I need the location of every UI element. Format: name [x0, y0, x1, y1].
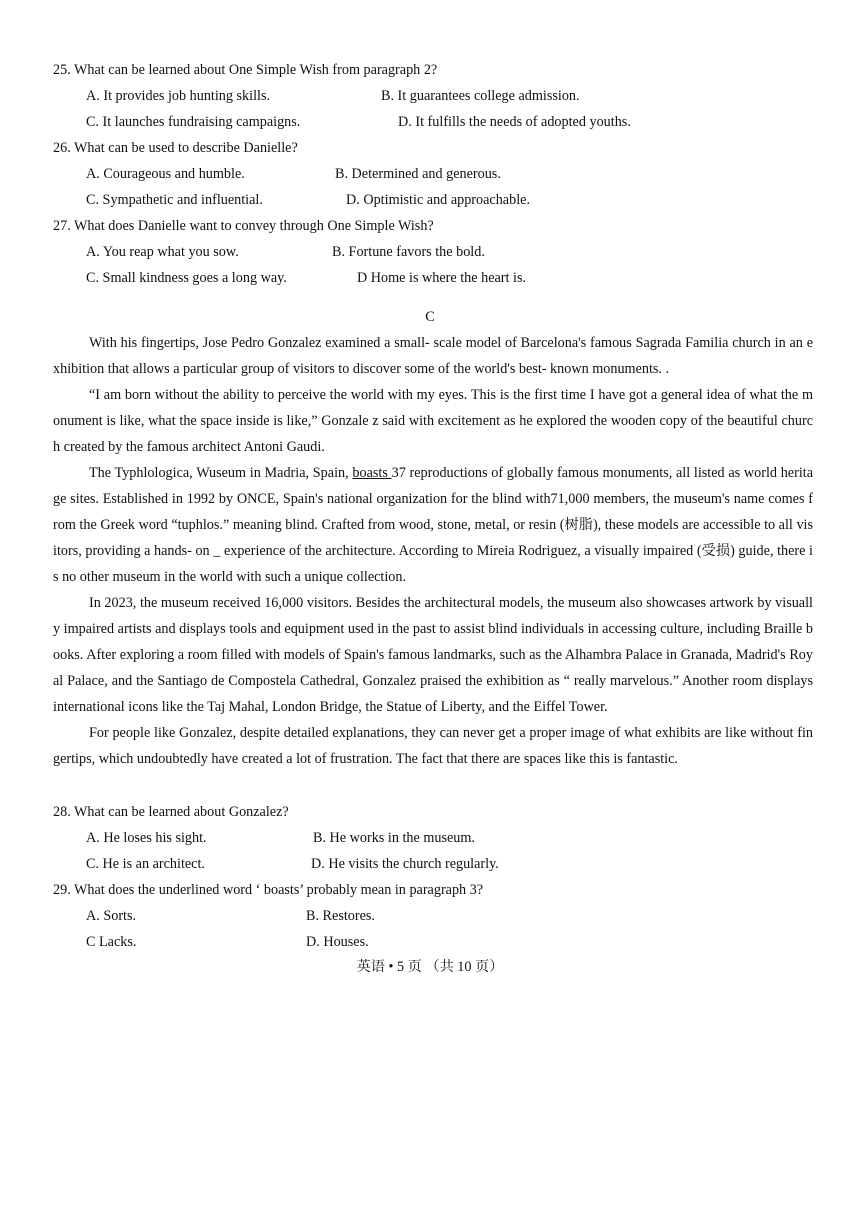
q26-option-d: D. Optimistic and approachable.	[346, 192, 530, 208]
q27-option-c: C. Small kindness goes a long way.	[86, 270, 287, 286]
question-26: 26. What can be used to describe Danielle?	[53, 140, 298, 156]
passage-paragraph-2: “I am born without the ability to perceive the world with my eyes. This is the first time I have got a general idea of what the monument is like, what the space inside is like,” Gonzale z said with excitement as he explored the wooden copy of the beautiful church created by the famous architect Antoni Gaudi.	[53, 387, 813, 455]
q28-option-b: B. He works in the museum.	[313, 830, 475, 846]
q29-option-c: C Lacks.	[86, 934, 137, 950]
q27-option-d: D Home is where the heart is.	[357, 270, 527, 286]
q26-option-a: A. Courageous and humble.	[86, 166, 245, 182]
p3-text-rest: 37 reproductions of globally famous monuments, all listed as world heritage sites. Established in 1992 by ONCE, Spain's national organization for the blind with71,000 members, the museum's name comes from the Greek word “tuphlos.” meaning blind. Crafted from wood, stone, metal, or resin (树脂), these models are accessible to all visitors, providing a hands- on _ experience of the architecture. According to Mireia Rodriguez, a visually impaired (受损) guide, there is no other museum in the world with such a unique collection.	[53, 465, 814, 585]
section-heading: C	[425, 309, 435, 325]
p3-text-start: The Typhlologica, Wuseum in Madria, Spain,	[89, 465, 353, 481]
q26-option-b: B. Determined and generous.	[335, 166, 501, 182]
passage-paragraph-3	[53, 460, 813, 590]
question-28: 28. What can be learned about Gonzalez?	[53, 804, 289, 820]
q26-option-c: C. Sympathetic and influential.	[86, 192, 263, 208]
q27-option-b: B. Fortune favors the bold.	[332, 244, 485, 260]
reading-passage	[53, 330, 813, 772]
page-footer: 英语 • 5 页 （共 10 页）	[356, 959, 504, 975]
q28-option-d: D. He visits the church regularly.	[311, 856, 499, 872]
q25-option-d: D. It fulfills the needs of adopted youths.	[398, 114, 631, 130]
q27-option-a: A. You reap what you sow.	[86, 244, 239, 260]
question-25: 25. What can be learned about One Simple Wish from paragraph 2?	[53, 62, 438, 78]
q28-option-c: C. He is an architect.	[86, 856, 205, 872]
underlined-word-boasts: boasts	[352, 465, 392, 481]
q29-option-a: A. Sorts.	[86, 908, 137, 924]
q25-option-c: C. It launches fundraising campaigns.	[86, 114, 301, 130]
question-27: 27. What does Danielle want to convey through One Simple Wish?	[53, 218, 434, 234]
q25-option-b: B. It guarantees college admission.	[381, 88, 580, 104]
q25-option-a: A. It provides job hunting skills.	[86, 88, 271, 104]
q28-option-a: A. He loses his sight.	[86, 830, 207, 846]
passage-paragraph-4: In 2023, the museum received 16,000 visitors. Besides the architectural models, the museum also showcases artwork by visually impaired artists and displays tools and equipment used in the past to assist blind individuals in accessing culture, including Braille books. After exploring a room filled with models of Spain's famous landmarks, such as the Alhambra Palace in Granada, Madrid's Royal Palace, and the Santiago de Compostela Cathedral, Gonzalez praised the exhibition as “ really marvelous.” Another room displays international icons like the Taj Mahal, London Bridge, the Statue of Liberty, and the Eiffel Tower.	[53, 595, 813, 715]
q29-option-d: D. Houses.	[306, 934, 369, 950]
passage-paragraph-5: For people like Gonzalez, despite detailed explanations, they can never get a proper image of what exhibits are like without fingertips, which undoubtedly have created a lot of frustration. The fact that there are spaces like this is fantastic.	[53, 725, 813, 767]
q29-option-b: B. Restores.	[306, 908, 375, 924]
passage-paragraph-1: With his fingertips, Jose Pedro Gonzalez examined a small- scale model of Barcelona's famous Sagrada Familia church in an exhibition that allows a particular group of visitors to discover some of the world's best- known monuments. .	[53, 335, 813, 377]
question-29: 29. What does the underlined word ‘ boasts’ probably mean in paragraph 3?	[53, 882, 484, 898]
